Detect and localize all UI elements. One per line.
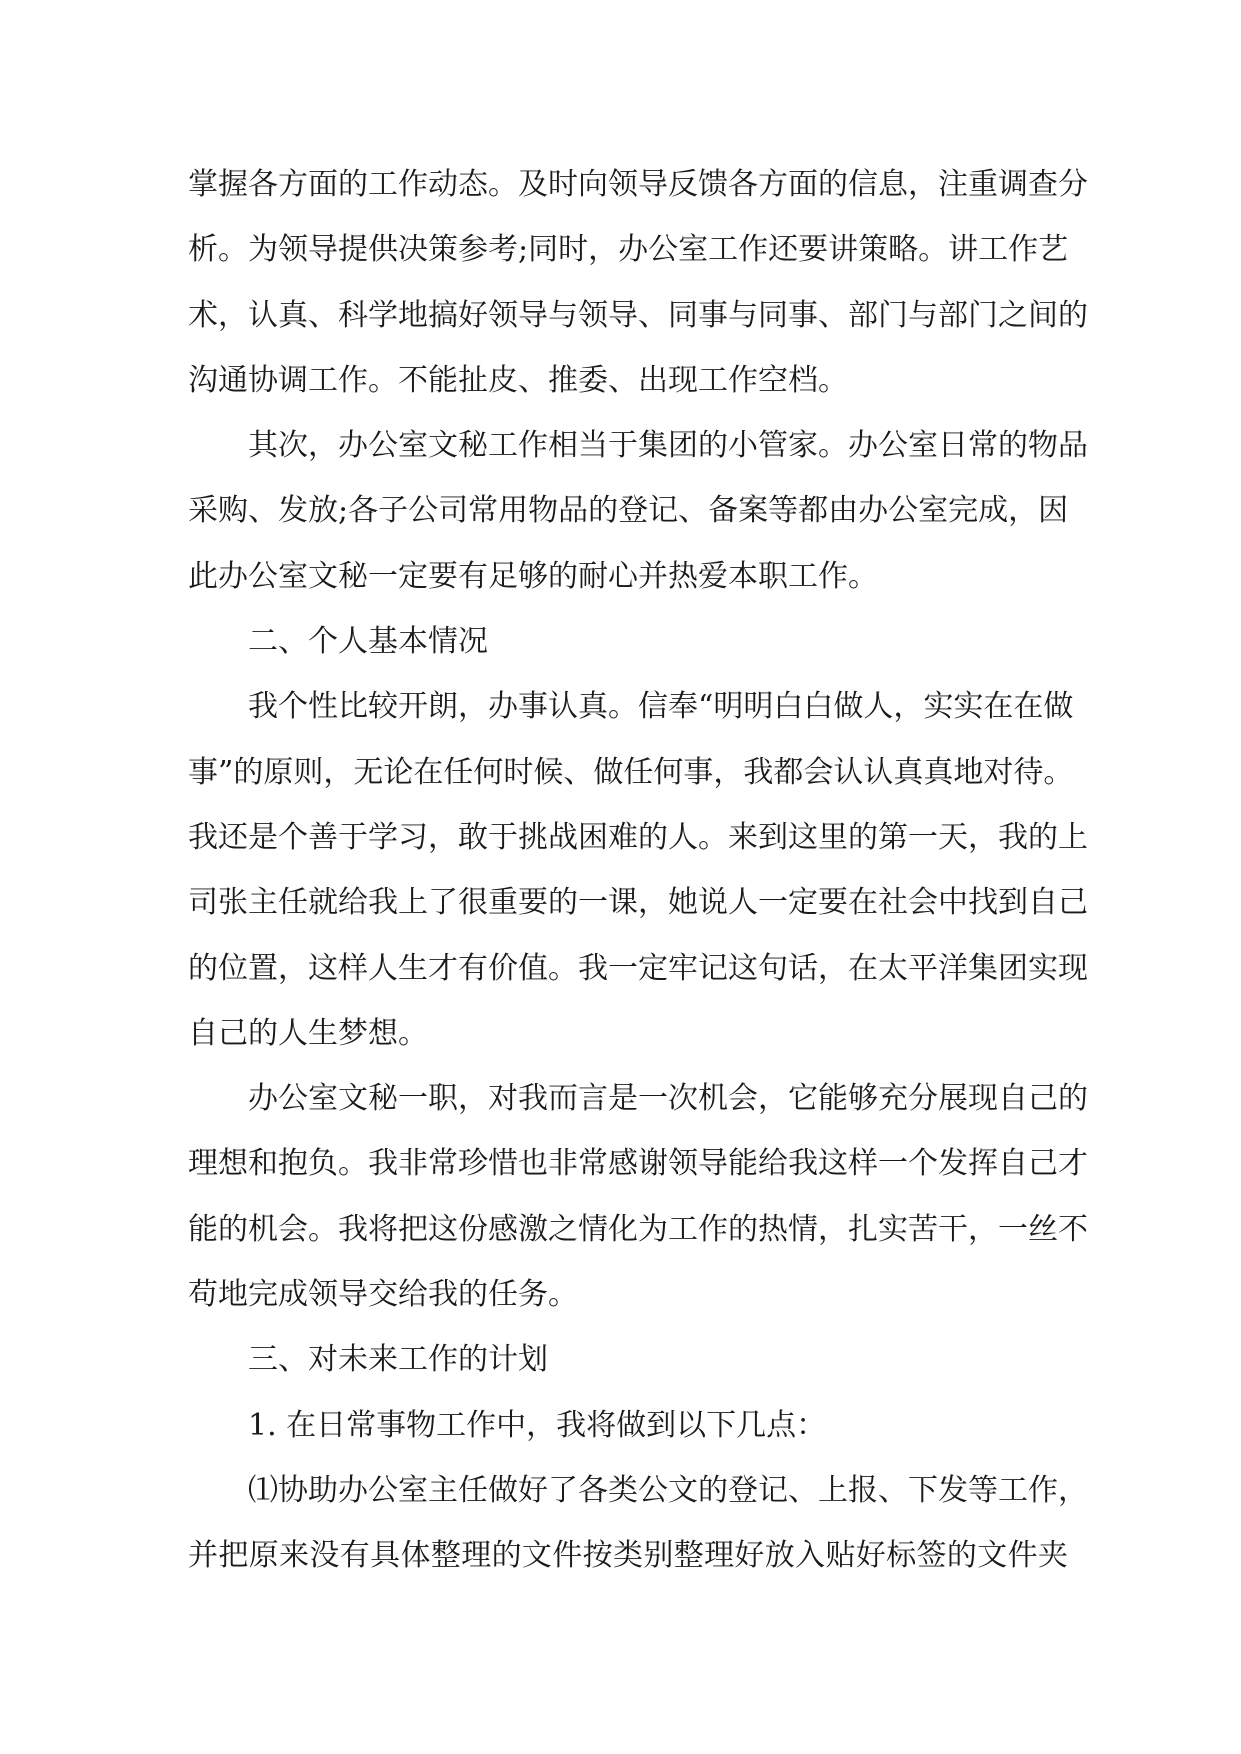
text-line: 其次，办公室文秘工作相当于集团的小管家。办公室日常的物品 [248,428,1088,464]
text-line: 能的机会。我将把这份感激之情化为工作的热情，扎实苦干，一丝不 [188,1211,1088,1247]
text-line: 析。为领导提供决策参考;同时，办公室工作还要讲策略。讲工作艺 [188,232,1069,268]
text-line: 事”的原则，无论在任何时候、做任何事，我都会认认真真地对待。 [188,754,1074,790]
text-line: 苟地完成领导交给我的任务。 [188,1277,578,1313]
text-line: 术，认真、科学地搞好领导与领导、同事与同事、部门与部门之间的 [188,297,1088,333]
text-line: 司张主任就给我上了很重要的一课，她说人一定要在社会中找到自己 [188,885,1088,921]
document-body [188,152,1088,1589]
text-line: 自己的人生梦想。 [188,1015,428,1051]
text-line: 的位置，这样人生才有价值。我一定牢记这句话，在太平洋集团实现 [188,950,1088,986]
text-line: 办公室文秘一职，对我而言是一次机会，它能够充分展现自己的 [248,1081,1088,1117]
text-line: 二、个人基本情况 [248,624,488,660]
text-line: 此办公室文秘一定要有足够的耐心并热爱本职工作。 [188,558,878,594]
text-line: 沟通协调工作。不能扯皮、推委、出现工作空档。 [188,362,848,398]
text-line: ⑴协助办公室主任做好了各类公文的登记、上报、下发等工作， [248,1472,1088,1508]
text-line: 我还是个善于学习，敢于挑战困难的人。来到这里的第一天，我的上 [188,819,1088,855]
text-line: 采购、发放;各子公司常用物品的登记、备案等都由办公室完成，因 [188,493,1069,529]
text-line: 理想和抱负。我非常珍惜也非常感谢领导能给我这样一个发挥自己才 [188,1146,1088,1182]
text-line: 我个性比较开朗，办事认真。信奉“明明白白做人，实实在在做 [248,689,1074,725]
text-line: 三、对未来工作的计划 [248,1342,548,1378]
text-line: 1. 在日常事物工作中，我将做到以下几点： [248,1407,827,1443]
text-line: 掌握各方面的工作动态。及时向领导反馈各方面的信息，注重调查分 [188,167,1088,202]
text-line: 并把原来没有具体整理的文件按类别整理好放入贴好标签的文件夹 [188,1538,1068,1574]
